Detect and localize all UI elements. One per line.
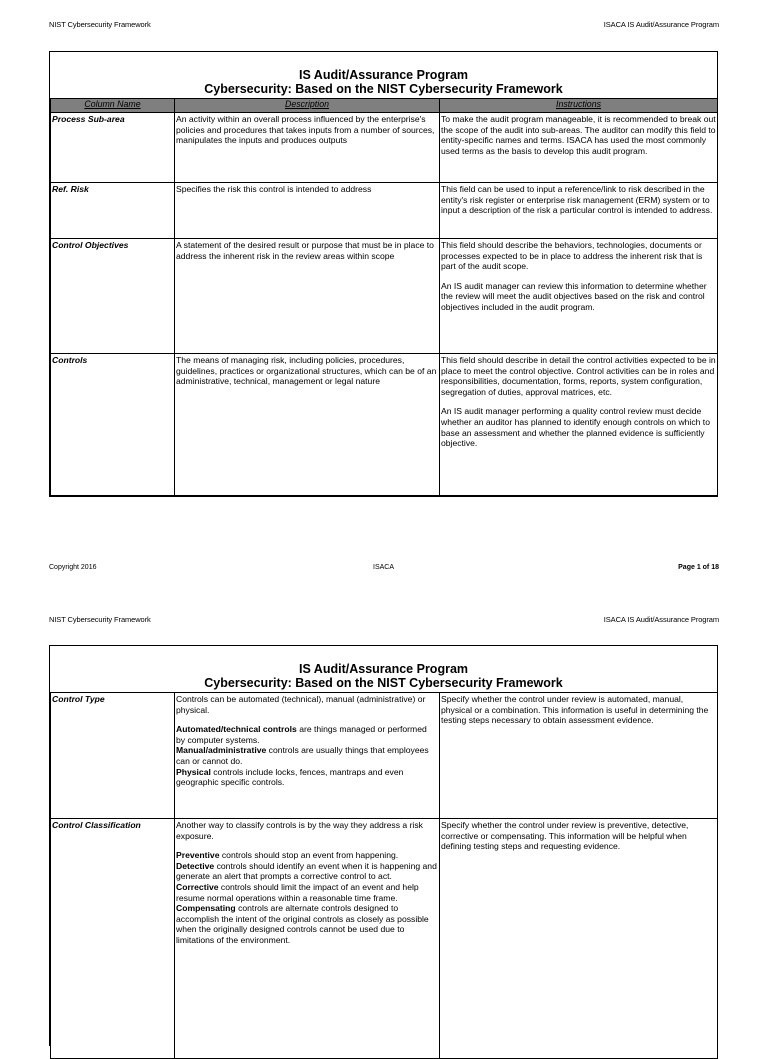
page2-title	[50, 646, 717, 692]
row-name: Control Type	[51, 693, 175, 819]
term-corrective-text: controls should limit the impact of an event and help resume normal operations within a reasonable time frame.	[176, 881, 419, 903]
page1-header-right: ISACA IS Audit/Assurance Program	[603, 20, 719, 29]
desc-intro: Controls can be automated (technical), manual (administrative) or physical.	[176, 694, 426, 715]
desc-manual	[176, 745, 438, 766]
footer-center: ISACA	[373, 564, 395, 571]
row-description	[175, 819, 440, 1059]
desc-preventive	[176, 850, 438, 861]
term-physical-text: controls include locks, fences, mantraps and even geographic specific controls.	[176, 766, 404, 788]
desc-compensating	[176, 903, 438, 945]
term-compensating: Compensating	[176, 903, 236, 914]
term-compensating-text: controls are alternate controls designed to accomplish the intent of the original controls as closely as possible when the originally designed controls cannot be used due to limitations of the environment.	[176, 903, 429, 945]
term-detective-text: controls should identify an event when it is happening and generate an alert that prompts a corrective control to act.	[176, 860, 437, 882]
desc-corrective	[176, 882, 438, 903]
table-row	[51, 354, 718, 496]
row-description: A statement of the desired result or purpose that must be in place to address the inherent risk in the review areas within scope	[175, 239, 440, 354]
term-automated-text: are things managed or performed by computer systems.	[176, 724, 427, 745]
row-name: Control Classification	[51, 819, 175, 1059]
term-preventive: Preventive	[176, 850, 220, 861]
page2-table-box	[49, 645, 718, 1046]
instruction-paragraph: An IS audit manager can review this information to determine whether the review will meet the audit objectives based on the risk and control objectives included in the audit program.	[441, 280, 707, 312]
row-instructions	[440, 354, 718, 496]
row-name: Control Objectives	[51, 239, 175, 354]
row-name: Controls	[51, 354, 175, 496]
footer-page-number: Page 1 of 18	[678, 564, 719, 571]
row-instructions	[440, 183, 718, 239]
desc-detective	[176, 861, 438, 882]
page1-title	[50, 52, 717, 98]
instruction-paragraph: To make the audit program manageable, it is recommended to break out the scope of the audit into sub-areas. The auditor can modify this field to entity-specific names and terms. ISACA has used the most commonly used terms as the basis to develop this audit program.	[441, 114, 716, 156]
row-name: Process Sub-area	[51, 113, 175, 183]
table-row	[51, 239, 718, 354]
page1-table-box	[49, 51, 718, 497]
instruction-paragraph: An IS audit manager performing a quality control review must decide whether an auditor has planned to identify enough controls on which to base an assessment and whether the planned evidence is sufficiently objective.	[441, 406, 710, 449]
column-header-name: Column Name	[51, 99, 175, 113]
page2-header-right: ISACA IS Audit/Assurance Program	[603, 615, 719, 624]
term-manual-text: controls are usually things that employees can or cannot do.	[176, 745, 429, 766]
term-automated: Automated/technical controls	[176, 724, 297, 735]
page1-header-left: NIST Cybersecurity Framework	[49, 20, 151, 29]
table-row	[51, 819, 718, 1059]
row-name: Ref. Risk	[51, 183, 175, 239]
row-instructions: Specify whether the control under review is automated, manual, physical or a combination. This information is useful in determining the testing steps necessary to obtain assessment evidence.	[440, 693, 718, 819]
page2-definitions-table	[50, 692, 718, 1059]
table-header-row	[51, 99, 718, 113]
table-row	[51, 113, 718, 183]
page2-title-line1: IS Audit/Assurance Program	[298, 662, 469, 676]
instruction-paragraph: This field should describe the behaviors, technologies, documents or processes expected to be in place to address the inherent risk that is part of the audit scope.	[441, 240, 703, 272]
instruction-paragraph: This field can be used to input a reference/link to risk described in the entity's risk register or enterprise risk management (ERM) system or to input a description of the risk a particular control is intended to address.	[441, 184, 713, 216]
term-detective: Detective	[176, 860, 215, 871]
table-row	[51, 183, 718, 239]
table-row	[51, 693, 718, 819]
row-instructions	[440, 113, 718, 183]
desc-automated	[176, 724, 438, 745]
page2-header-left: NIST Cybersecurity Framework	[49, 615, 151, 624]
footer-copyright: Copyright 2016	[49, 564, 97, 571]
page2-title-line2: Cybersecurity: Based on the NIST Cybersecurity Framework	[204, 676, 563, 690]
desc-intro: Another way to classify controls is by the way they address a risk exposure.	[176, 820, 423, 841]
term-manual: Manual/administrative	[176, 745, 267, 756]
desc-physical	[176, 767, 438, 788]
page1-definitions-table	[50, 98, 718, 496]
page1-title-line1: IS Audit/Assurance Program	[298, 68, 469, 82]
row-instructions: Specify whether the control under review is preventive, detective, corrective or compensating. This information will be helpful when defining testing steps and requesting evidence.	[440, 819, 718, 1059]
row-description	[175, 693, 440, 819]
row-description: Specifies the risk this control is intended to address	[175, 183, 440, 239]
row-description: An activity within an overall process influenced by the enterprise's policies and procedures that takes inputs from a number of sources, manipulates the inputs and produces outputs	[175, 113, 440, 183]
row-instructions	[440, 239, 718, 354]
term-preventive-text: controls should stop an event from happening.	[219, 850, 399, 861]
term-corrective: Corrective	[176, 881, 219, 892]
row-description: The means of managing risk, including policies, procedures, guidelines, practices or organizational structures, which can be of an administrative, technical, management or legal nature	[175, 354, 440, 496]
term-physical: Physical	[176, 766, 211, 777]
instruction-paragraph: This field should describe in detail the control activities expected to be in place to meet the control objective. Control activities can be in roles and responsibilities, documentation, forms, reports, system configuration, segregation of duties, approval matrices, etc.	[441, 355, 716, 397]
page1-title-line2: Cybersecurity: Based on the NIST Cybersecurity Framework	[204, 82, 563, 96]
column-header-description: Description	[175, 99, 440, 113]
column-header-instructions: Instructions	[440, 99, 718, 113]
